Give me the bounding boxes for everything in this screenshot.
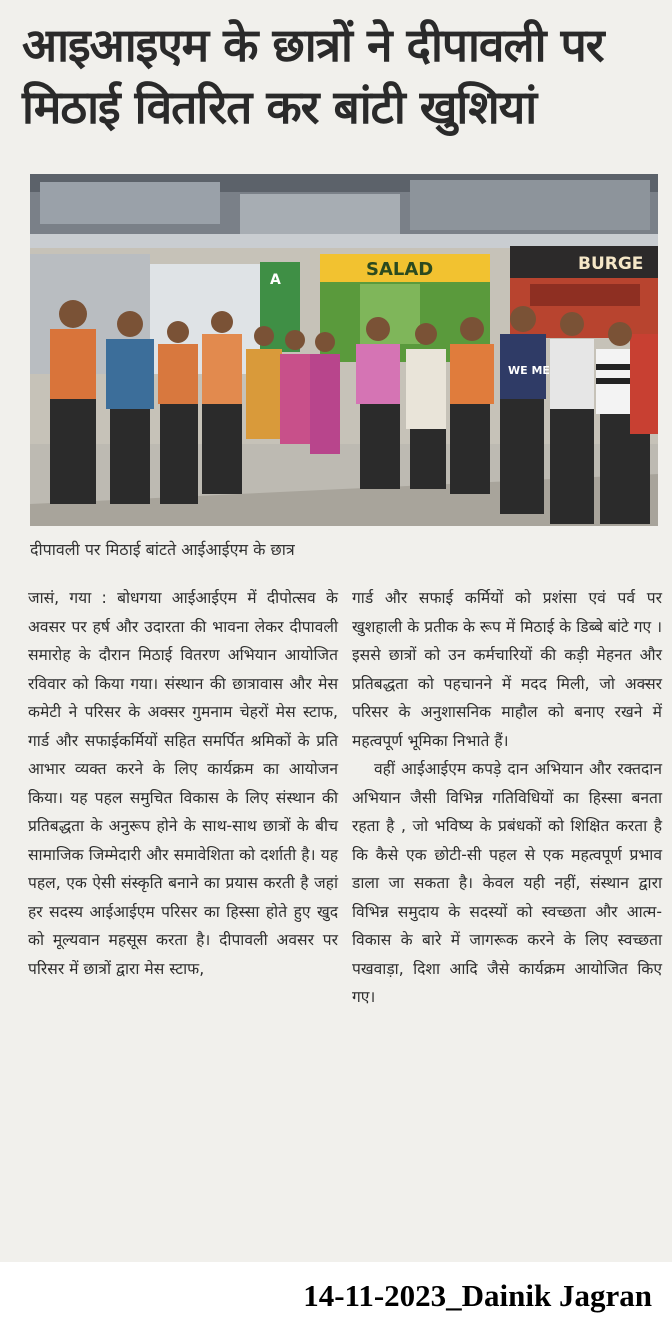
article-column-right	[352, 584, 662, 1012]
news-photo	[30, 174, 658, 526]
letter-sign: A	[270, 272, 281, 288]
article-paragraph: गार्ड और सफाई कर्मियों को प्रशंसा एवं पर्व पर खुशहाली के प्रतीक के रूप में मिठाई के डिब्बे बांटे गए । इससे छात्रों को उन कर्मचारियों की कड़ी मेहनत और प्रतिबद्धता को पहचानने में मदद मिली, जो अक्सर परिसर के अनुशासनिक माहौल को बनाए रखने में महत्वपूर्ण भूमिका निभाते हैं।	[352, 589, 662, 750]
salad-sign: SALAD	[366, 259, 434, 280]
tshirt-print: WE ME	[508, 364, 550, 377]
photo-caption: दीपावली पर मिठाई बांटते आईआईएम के छात्र	[30, 540, 295, 559]
article-column-left	[28, 584, 338, 983]
burger-sign: BURGE	[578, 254, 644, 274]
article-paragraph: जासं, गया : बोधगया आईआईएम में दीपोत्सव के अवसर पर हर्ष और उदारता की भावना लेकर दीपावली समारोह के दौरान मिठाई वितरण अभियान आयोजित रविवार को किया गया। संस्थान की छात्रावास और मेस कमेटी ने परिसर के अक्सर गुमनाम चेहरों मेस स्टाफ, गार्ड और सफाईकर्मियों सहित समर्पित श्रमिकों के प्रति आभार व्यक्त करने के लिए कार्यक्रम का आयोजन किया। यह पहल समुचित विकास के लिए संस्थान की प्रतिबद्धता के अनुरूप होने के साथ-साथ छात्रों के बीच सामाजिक जिम्मेदारी और समावेशिता को दर्शाती है। यह पहल, एक ऐसी संस्कृति बनाने का प्रयास करती है जहां हर सदस्य आईआईएम परिसर का हिस्सा होते हुए खुद को मूल्यवान महसूस करता है। दीपावली अवसर पर परिसर में छात्रों द्वारा मेस स्टाफ,	[28, 589, 338, 978]
source-date-label: 14-11-2023_Dainik Jagran	[303, 1278, 652, 1313]
article-paragraph: वहीं आईआईएम कपड़े दान अभियान और रक्तदान अभियान जैसी विभिन्न गतिविधियों का हिस्सा बनता रहता है , जो भविष्य के प्रबंधकों को शिक्षित करता है कि कैसे एक छोटी-सी पहल से एक महत्वपूर्ण प्रभाव डाला जा सकता है। केवल यही नहीं, संस्थान द्वारा विभिन्न समुदाय के सदस्यों को स्वच्छता और आत्म-विकास के बारे में जागरूक करने के लिए स्वच्छता पखवाड़ा, दिशा आदि जैसे कार्यक्रम आयोजित किए गए।	[352, 760, 662, 1006]
headline: आइआइएम के छात्रों ने दीपावली पर मिठाई वितरित कर बांटी खुशियां	[22, 18, 604, 134]
